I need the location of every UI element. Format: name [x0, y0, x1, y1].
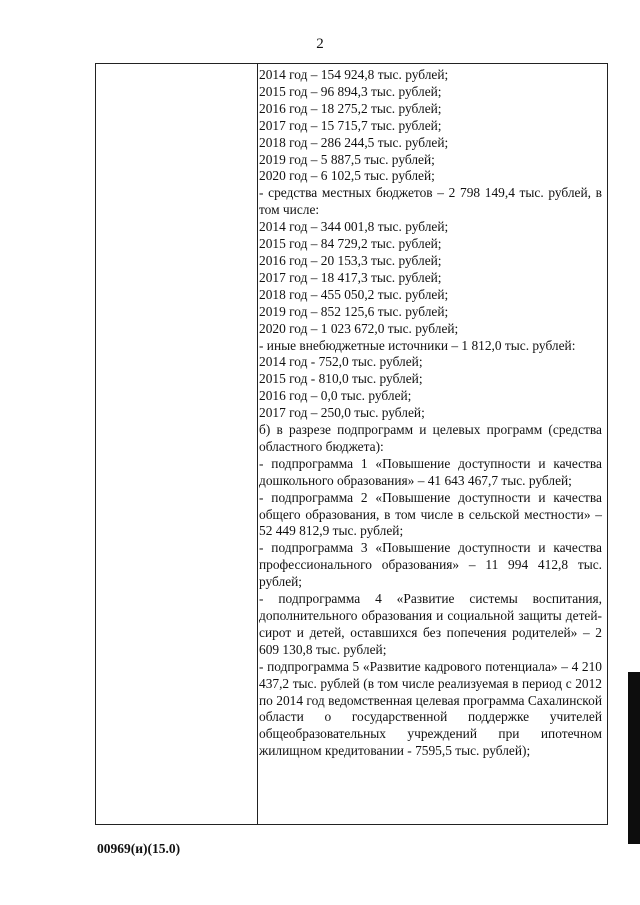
- subprogram-3: - подпрограмма 3 «Повышение доступности и качества профессионального образования» – 11 994 412,8 тыс. рублей;: [259, 540, 602, 590]
- extrabudgetary-year-2014: 2014 год - 752,0 тыс. рублей;: [259, 354, 423, 370]
- regional-year-2017: 2017 год – 15 715,7 тыс. рублей;: [259, 117, 442, 133]
- extrabudgetary-year-2017: 2017 год – 250,0 тыс. рублей;: [259, 405, 425, 421]
- funding-table: [95, 63, 608, 825]
- local-year-2015: 2015 год – 84 729,2 тыс. рублей;: [259, 236, 442, 252]
- regional-year-2015: 2015 год – 96 894,3 тыс. рублей;: [259, 83, 442, 99]
- local-year-2017: 2017 год – 18 417,3 тыс. рублей;: [259, 269, 442, 285]
- subprogram-5: - подпрограмма 5 «Развитие кадрового потенциала» – 4 210 437,2 тыс. рублей (в том числе реализуемая в период с 2012 по 2014 год ведомственная целевая программа Сахалинской области о государственной поддержке учителей общеобразовательных учреждений при ипотечном жилищном кредитовании - 7595,5 тыс. рублей);: [259, 658, 602, 759]
- extrabudgetary-year-2015: 2015 год - 810,0 тыс. рублей;: [259, 371, 423, 387]
- regional-year-2020: 2020 год – 6 102,5 тыс. рублей;: [259, 168, 435, 184]
- local-budgets-total: - средства местных бюджетов – 2 798 149,4 тыс. рублей, в том числе:: [259, 185, 602, 218]
- extrabudgetary-year-2016: 2016 год – 0,0 тыс. рублей;: [259, 388, 412, 404]
- extrabudgetary-total: - иные внебюджетные источники – 1 812,0 тыс. рублей:: [259, 337, 576, 353]
- subprogram-2: - подпрограмма 2 «Повышение доступности и качества общего образования, в том числе в сельской местности» – 52 449 812,9 тыс. рублей;: [259, 489, 602, 539]
- page-number: 2: [316, 36, 324, 52]
- regional-year-2014: 2014 год – 154 924,8 тыс. рублей;: [259, 67, 449, 82]
- funding-description-cell: [259, 67, 602, 760]
- scan-margin-bar: [628, 672, 640, 844]
- regional-year-2018: 2018 год – 286 244,5 тыс. рублей;: [259, 134, 449, 150]
- subprograms-heading: б) в разрезе подпрограмм и целевых программ (средства областного бюджета):: [259, 422, 602, 454]
- document-code: 00969(и)(15.0): [97, 841, 181, 856]
- subprogram-1: - подпрограмма 1 «Повышение доступности и качества дошкольного образования» – 41 643 467,7 тыс. рублей;: [259, 455, 602, 488]
- subprogram-4: - подпрограмма 4 «Развитие системы воспитания, дополнительного образования и социальной защиты детей-сирот и детей, оставшихся без попечения родителей» – 2 609 130,8 тыс. рублей;: [259, 591, 602, 657]
- local-year-2020: 2020 год – 1 023 672,0 тыс. рублей;: [259, 320, 459, 336]
- regional-year-2016: 2016 год – 18 275,2 тыс. рублей;: [259, 100, 442, 116]
- local-year-2016: 2016 год – 20 153,3 тыс. рублей;: [259, 252, 442, 268]
- column-divider: [257, 64, 258, 824]
- regional-year-2019: 2019 год – 5 887,5 тыс. рублей;: [259, 151, 435, 167]
- local-year-2014: 2014 год – 344 001,8 тыс. рублей;: [259, 219, 449, 235]
- local-year-2019: 2019 год – 852 125,6 тыс. рублей;: [259, 303, 449, 319]
- local-year-2018: 2018 год – 455 050,2 тыс. рублей;: [259, 286, 449, 302]
